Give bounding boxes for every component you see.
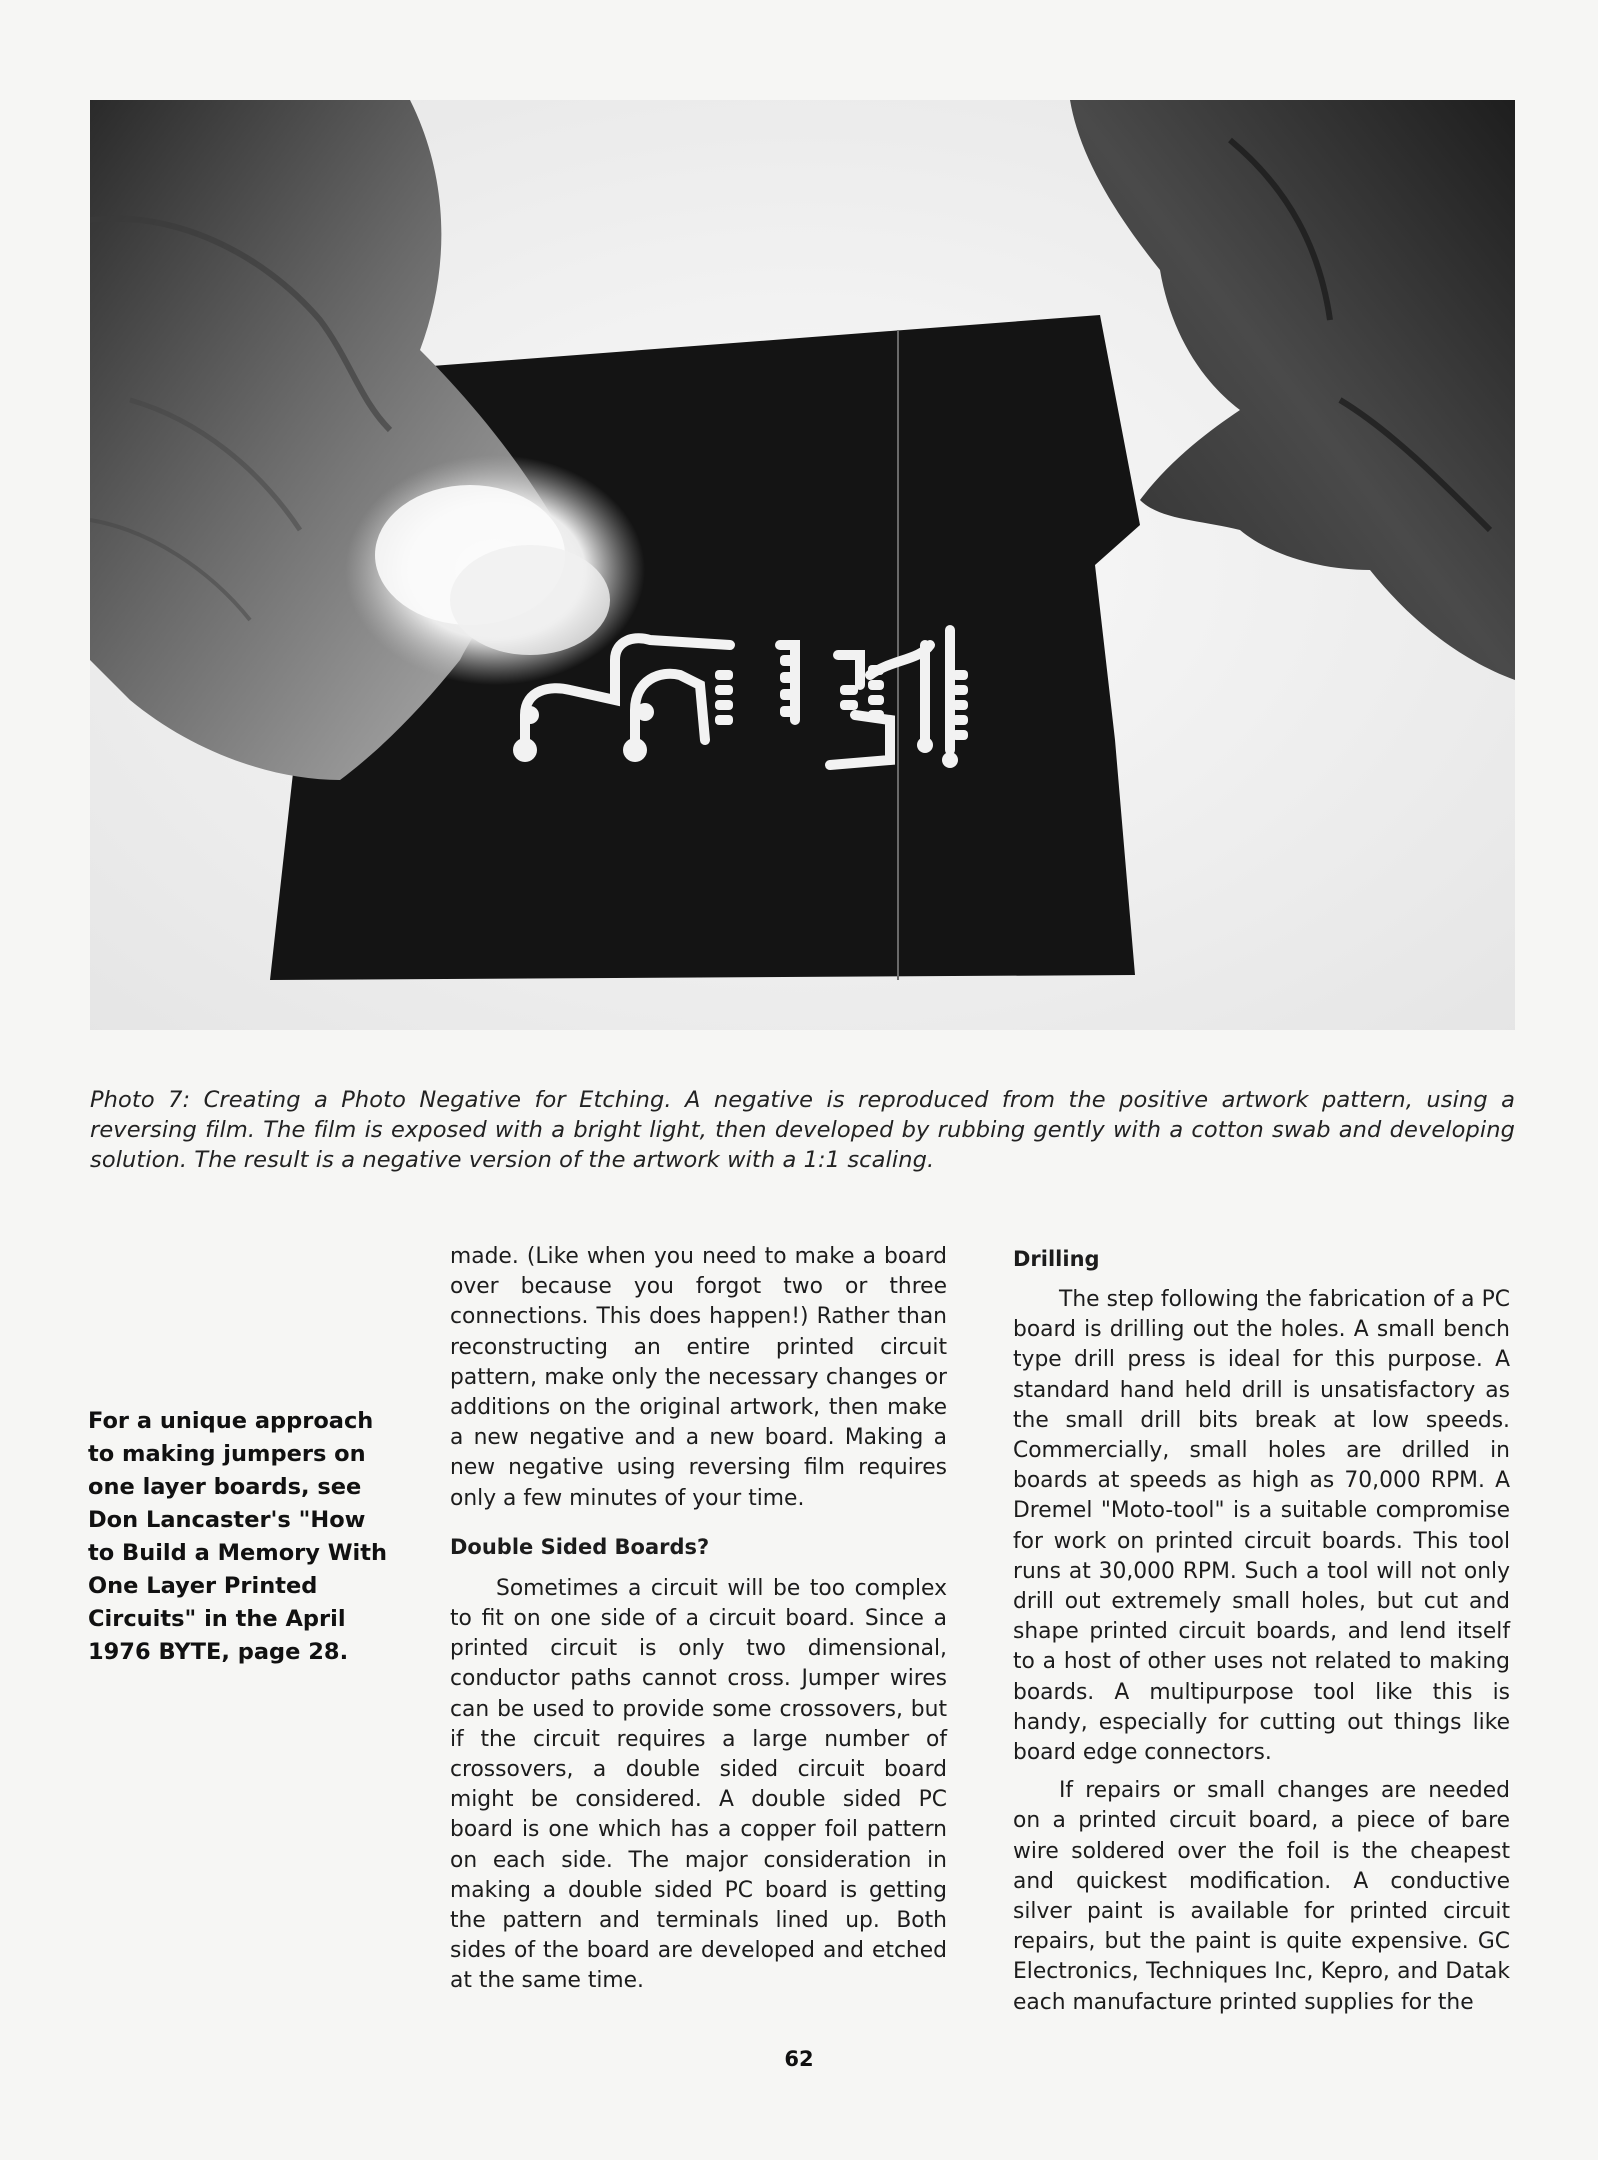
page-number: 62: [784, 2047, 814, 2071]
section-heading-double-sided: Double Sided Boards?: [450, 1534, 710, 1559]
sidebar-note: For a unique approach to making jumpers on one layer boards, see Don Lancaster's "How to Build a Memory With One Layer Printed Circuits" in the April 1976 BYTE, page 28.: [88, 1408, 388, 1665]
photo-7: [90, 100, 1515, 1030]
photo-caption: Photo 7: Creating a Photo Negative for Etching. A negative is reproduced from the positive artwork pattern, using a reversing film. The film is exposed with a bright light, then developed by rubbing gently with a cotton swab and developing solution. The result is a negative version of the artwork with a 1:1 scaling.: [90, 1087, 1515, 1173]
photo-negative-etching-image: [90, 100, 1515, 1030]
section-heading-drilling: Drilling: [1013, 1247, 1100, 1271]
body-column-right: [1013, 1242, 1510, 2018]
column-paragraph: If repairs or small changes are needed on a printed circuit board, a piece of bare wire soldered over the foil is the cheapest and quickest modification. A conductive silver paint is available for printed circuit repairs, but the paint is quite expensive. GC Electronics, Techniques Inc, Kepro, and Datak each manufacture printed supplies for the: [1013, 1778, 1510, 2015]
column-paragraph: made. (Like when you need to make a board over because you forgot two or three connections. This does happen!) Rather than reconstructing an entire printed circuit pattern, make only the necessary changes or additions on the original artwork, then make a new negative and a new board. Making a new negative using reversing film requires only a few minutes of your time.: [450, 1244, 947, 1511]
column-paragraph: The step following the fabrication of a PC board is drilling out the holes. A small bench type drill press is ideal for this purpose. A standard hand held drill is unsatisfactory as the small drill bits break at low speeds. Commercially, small holes are drilled in boards at speeds as high as 70,000 RPM. A Dremel "Moto-tool" is a suitable compromise for work on printed circuit boards. This tool runs at 30,000 RPM. Such a tool will not only drill out extremely small holes, but cut and shape printed circuit boards, and lend itself to a host of other uses not related to making boards. A multipurpose tool like this is handy, especially for cutting out things like board edge connectors.: [1013, 1287, 1510, 1766]
column-paragraph: Sometimes a circuit will be too complex to fit on one side of a circuit board. Since a printed circuit is only two dimensional, conductor paths cannot cross. Jumper wires can be used to provide some crossovers, but if the circuit requires a large number of crossovers, a double sided circuit board might be considered. A double sided PC board is one which has a copper foil pattern on each side. The major consideration in making a double sided PC board is getting the pattern and terminals lined up. Both sides of the board are developed and etched at the same time.: [450, 1575, 947, 1994]
body-column-middle: [450, 1242, 947, 1997]
